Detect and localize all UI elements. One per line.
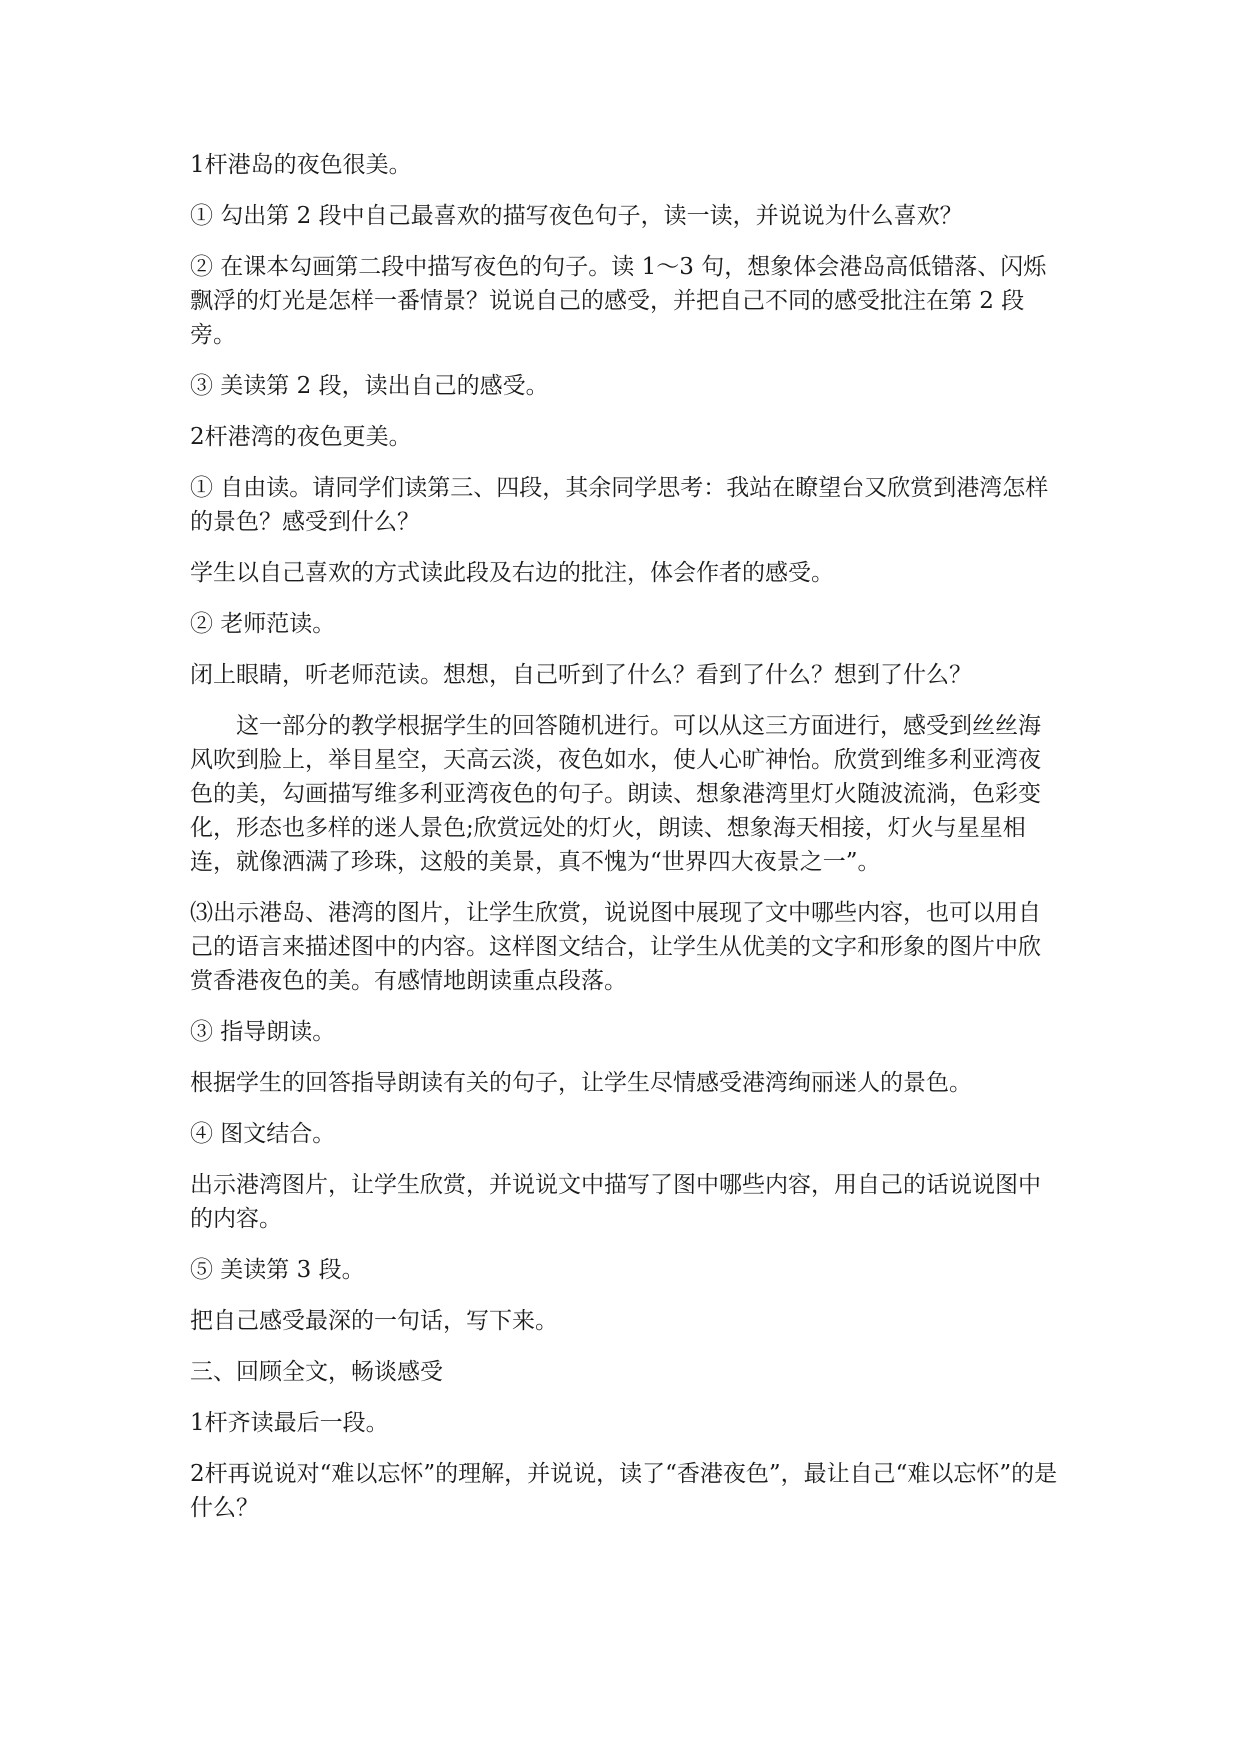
paragraph-6: ① 自由读。请同学们读第三、四段，其余同学思考：我站在瞭望台又欣赏到港湾怎样的景色？感受到什么？ — [190, 475, 1049, 535]
paragraph-5: 2杆港湾的夜色更美。 — [190, 424, 412, 450]
paragraph-3: ② 在课本勾画第二段中描写夜色的句子。读 1～3 句，想象体会港岛高低错落、闪烁飘浮的灯光是怎样一番情景？说说自己的感受，并把自己不同的感受批注在第 2 段旁。 — [190, 254, 1047, 348]
paragraph-11: ⑶出示港岛、港湾的图片，让学生欣赏，说说图中展现了文中哪些内容，也可以用自己的语言来描述图中的内容。这样图文结合，让学生从优美的文字和形象的图片中欣赏香港夜色的美。有感情地朗读重点段落。 — [190, 900, 1041, 994]
paragraph-19: 1杆齐读最后一段。 — [190, 1410, 389, 1436]
paragraph-16: ⑤ 美读第 3 段。 — [190, 1257, 365, 1283]
paragraph-20: 2杆再说说对“难以忘怀”的理解，并说说，读了“香港夜色”，最让自己“难以忘怀”的是什么？ — [190, 1461, 1058, 1521]
paragraph-4: ③ 美读第 2 段，读出自己的感受。 — [190, 373, 549, 399]
paragraph-17: 把自己感受最深的一句话，写下来。 — [190, 1308, 558, 1334]
paragraph-7: 学生以自己喜欢的方式读此段及右边的批注，体会作者的感受。 — [190, 560, 834, 586]
paragraph-1: 1杆港岛的夜色很美。 — [190, 152, 412, 178]
paragraph-10: 这一部分的教学根据学生的回答随机进行。可以从这三方面进行，感受到丝丝海风吹到脸上，举目星空，天高云淡，夜色如水，使人心旷神怡。欣赏到维多利亚湾夜色的美，勾画描写维多利亚湾夜色的句子。朗读、想象港湾里灯火随波流淌，色彩变化，形态也多样的迷人景色;欣赏远处的灯火，朗读、想象海天相接，灯火与星星相连，就像洒满了珍珠，这般的美景，真不愧为“世界四大夜景之一”。 — [190, 713, 1041, 875]
paragraph-2: ① 勾出第 2 段中自己最喜欢的描写夜色句子，读一读，并说说为什么喜欢？ — [190, 203, 963, 229]
paragraph-18: 三、回顾全文，畅谈感受 — [190, 1359, 443, 1385]
paragraph-12: ③ 指导朗读。 — [190, 1019, 336, 1045]
paragraph-14: ④ 图文结合。 — [190, 1121, 336, 1147]
paragraph-8: ② 老师范读。 — [190, 611, 336, 637]
paragraph-15: 出示港湾图片，让学生欣赏，并说说文中描写了图中哪些内容，用自己的话说说图中的内容。 — [190, 1172, 1041, 1232]
paragraph-9: 闭上眼睛，听老师范读。想想，自己听到了什么？看到了什么？想到了什么？ — [190, 662, 972, 688]
paragraph-13: 根据学生的回答指导朗读有关的句子，让学生尽情感受港湾绚丽迷人的景色。 — [190, 1070, 972, 1096]
document-body — [190, 148, 1060, 1542]
